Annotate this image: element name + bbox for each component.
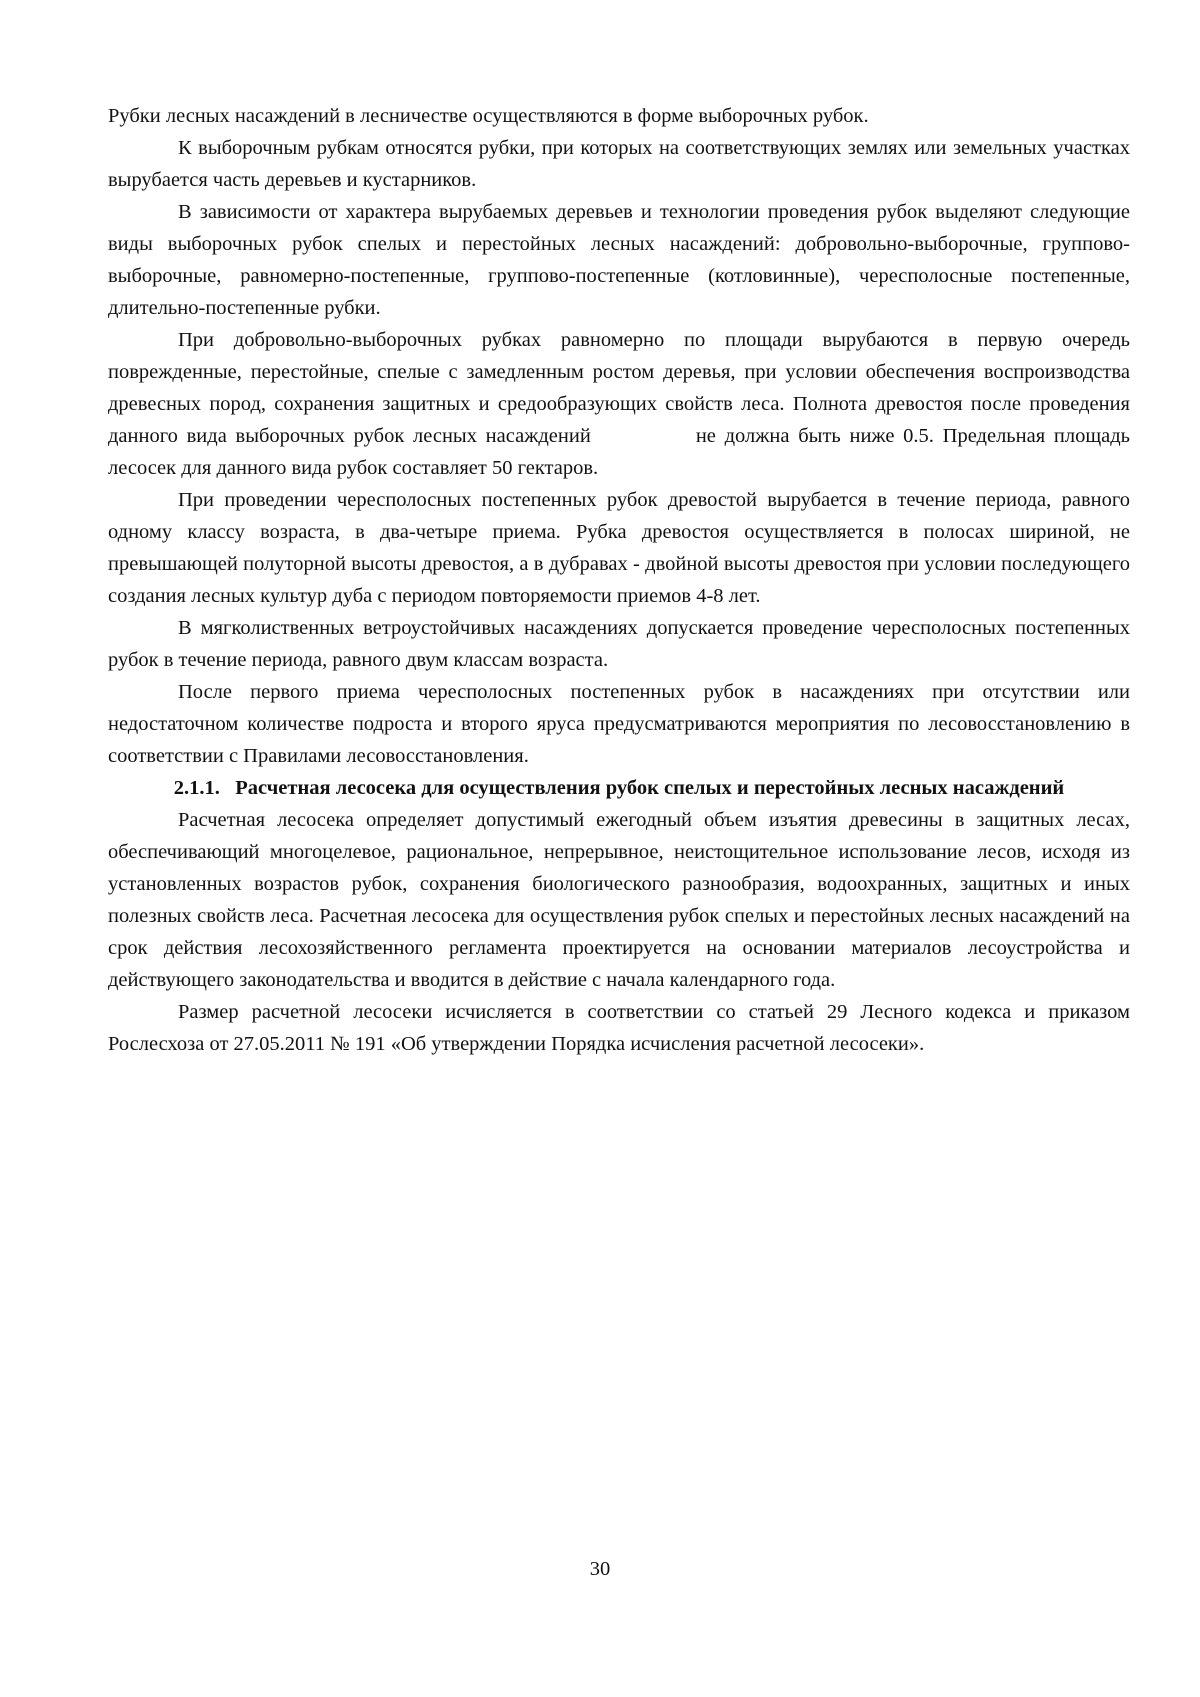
paragraph-selective-definition: К выборочным рубкам относятся рубки, при которых на соответствующих землях или земельных участках вырубается часть деревьев и кустарников. xyxy=(108,137,1130,191)
paragraph-intro: Рубки лесных насаждений в лесничестве осуществляются в форме выборочных рубок. xyxy=(108,105,869,127)
paragraph-voluntary-selective xyxy=(108,324,1130,484)
section-number: 2.1.1. xyxy=(173,777,220,799)
paragraph-strip-cutting: При проведении чересполосных постепенных рубок древостой вырубается в течение периода, равного одному классу возраста, в два-четыре приема. Рубка древостоя осуществляется в полосах шириной, не превышающей полуторной высоты древостоя, а в дубравах - двойной высоты древостоя при условии последующего создания лесных культур дуба с периодом повторяемости приемов 4-8 лет. xyxy=(108,489,1130,607)
paragraph-selective-types: В зависимости от характера вырубаемых деревьев и технологии проведения рубок выделяют следующие виды выборочных рубок спелых и перестойных лесных насаждений: добровольно-выборочные, группово-выборочные, равномерно-постепенные, группово-постепенные (котловинные), чересполосные постепенные, длительно-постепенные рубки. xyxy=(108,201,1130,319)
paragraph-softwood: В мягколиственных ветроустойчивых насаждениях допускается проведение чересполосных постепенных рубок в течение периода, равного двум классам возраста. xyxy=(108,617,1130,671)
paragraph-allowable-cut: Расчетная лесосека определяет допустимый ежегодный объем изъятия древесины в защитных лесах, обеспечивающий многоцелевое, рациональное, непрерывное, неистощительное использование лесов, исходя из установленных возрастов рубок, сохранения биологического разнообразия, водоохранных, защитных и иных полезных свойств леса. Расчетная лесосека для осуществления рубок спелых и перестойных лесных насаждений на срок действия лесохозяйственного регламента проектируется на основании материалов лесоустройства и действующего законодательства и вводится в действие с начала календарного года. xyxy=(108,809,1130,991)
paragraph-voluntary-selective-part-2: не должна быть ниже 0.5. Предельная площадь лесосек для данного вида рубок составляет 50 гектаров. xyxy=(108,425,1130,479)
section-title: Расчетная лесосека для осуществления рубок спелых и перестойных лесных насаждений xyxy=(235,777,1065,799)
paragraph-reforestation: После первого приема чересполосных постепенных рубок в насаждениях при отсутствии или недостаточном количестве подроста и второго яруса предусматриваются мероприятия по лесовосстановлению в соответствии с Правилами лесовосстановления. xyxy=(108,681,1130,767)
page-number: 30 xyxy=(589,1558,611,1580)
paragraph-calculation-basis: Размер расчетной лесосеки исчисляется в соответствии со статьей 29 Лесного кодекса и приказом Рослесхоза от 27.05.2011 № 191 «Об утверждении Порядка исчисления расчетной лесосеки». xyxy=(108,1001,1130,1055)
paragraph-voluntary-selective-part-1: При добровольно-выборочных рубках равномерно по площади вырубаются в первую очередь поврежденные, перестойные, спелые с замедленным ростом деревья, при условии обеспечения воспроизводства древесных пород, сохранения защитных и средообразующих свойств леса. Полнота древостоя после проведения данного вида выборочных рубок лесных насаждений xyxy=(108,329,1130,447)
document-page xyxy=(108,100,1130,1060)
section-heading xyxy=(108,772,1130,804)
